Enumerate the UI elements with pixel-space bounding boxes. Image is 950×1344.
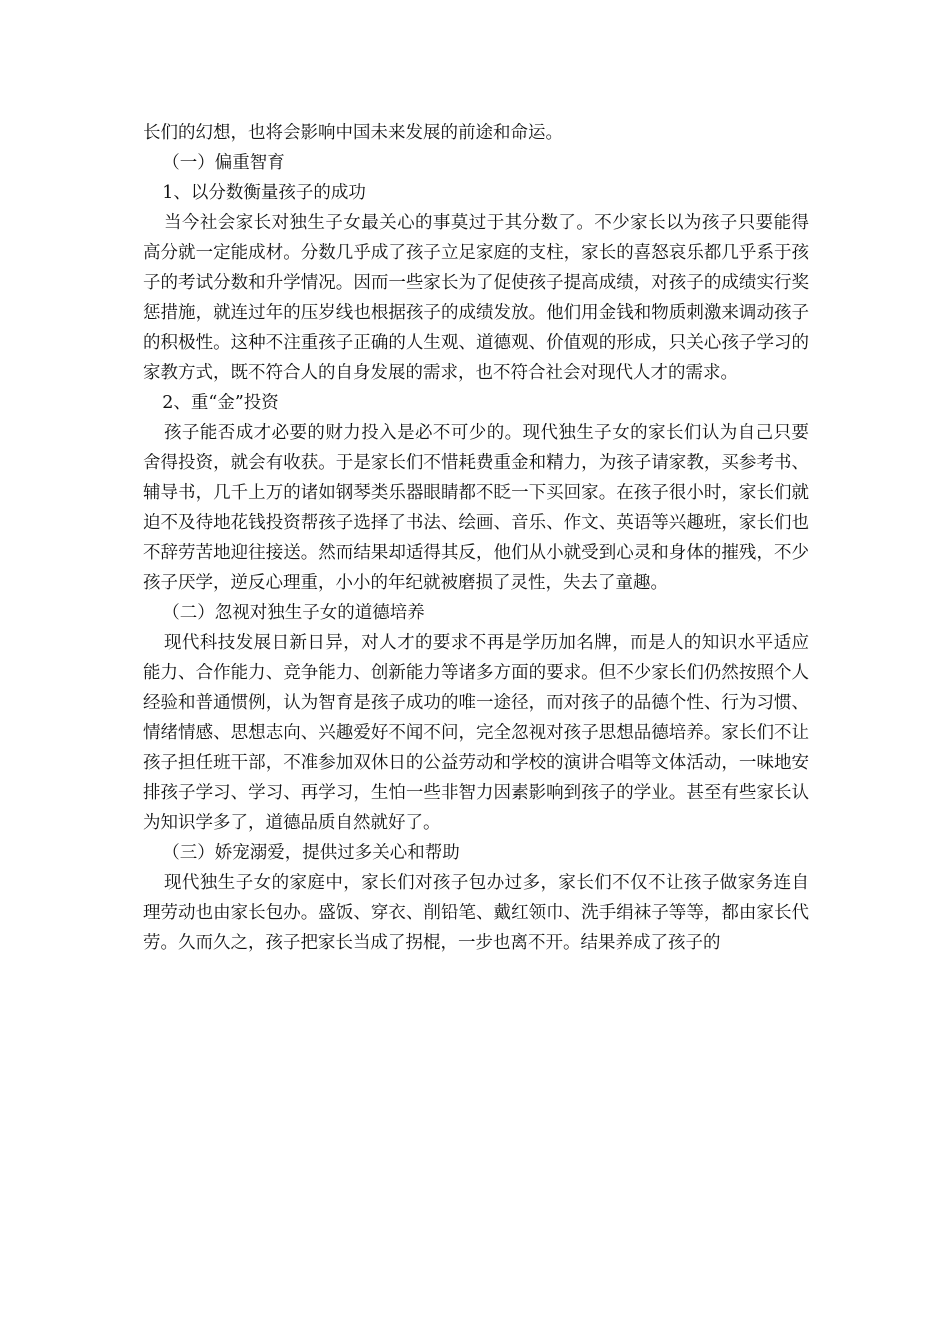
continuation-paragraph: 长们的幻想，也将会影响中国未来发展的前途和命运。 bbox=[143, 123, 563, 143]
document-text-body bbox=[143, 118, 809, 958]
body-paragraph: 现代科技发展日新日异，对人才的要求不再是学历加名牌，而是人的知识水平适应能力、合作能力、竞争能力、创新能力等诸多方面的要求。但不少家长们仍然按照个人经验和普通惯例，认为智育是孩子成功的唯一途径，而对孩子的品德个性、行为习惯、情绪情感、思想志向、兴趣爱好不闻不问，完全忽视对孩子思想品德培养。家长们不让孩子担任班干部，不准参加双休日的公益劳动和学校的演讲合唱等文体活动，一味地安排孩子学习、学习、再学习，生怕一些非智力因素影响到孩子的学业。甚至有些家长认为知识学多了，道德品质自然就好了。 bbox=[143, 633, 809, 833]
section-heading-1: （一）偏重智育 bbox=[162, 153, 285, 173]
section-heading-3: （三）娇宠溺爱，提供过多关心和帮助 bbox=[162, 843, 460, 863]
body-paragraph: 孩子能否成才必要的财力投入是必不可少的。现代独生子女的家长们认为自己只要舍得投资，就会有收获。于是家长们不惜耗费重金和精力，为孩子请家教，买参考书、辅导书，几千上万的诸如钢琴类乐器眼睛都不眨一下买回家。在孩子很小时，家长们就迫不及待地花钱投资帮孩子选择了书法、绘画、音乐、作文、英语等兴趣班，家长们也不辞劳苦地迎往接送。然而结果却适得其反，他们从小就受到心灵和身体的摧残，不少孩子厌学，逆反心理重，小小的年纪就被磨损了灵性，失去了童趣。 bbox=[143, 423, 809, 593]
body-paragraph: 当今社会家长对独生子女最关心的事莫过于其分数了。不少家长以为孩子只要能得高分就一定能成材。分数几乎成了孩子立足家庭的支柱，家长的喜怒哀乐都几乎系于孩子的考试分数和升学情况。因而一些家长为了促使孩子提高成绩，对孩子的成绩实行奖惩措施，就连过年的压岁线也根据孩子的成绩发放。他们用金钱和物质刺激来调动孩子的积极性。这种不注重孩子正确的人生观、道德观、价值观的形成，只关心孩子学习的家教方式，既不符合人的自身发展的需求，也不符合社会对现代人才的需求。 bbox=[143, 213, 809, 383]
body-paragraph: 现代独生子女的家庭中，家长们对孩子包办过多，家长们不仅不让孩子做家务连自理劳动也由家长包办。盛饭、穿衣、削铅笔、戴红领巾、洗手绢袜子等等，都由家长代劳。久而久之，孩子把家长当成了拐棍，一步也离不开。结果养成了孩子的 bbox=[143, 873, 809, 953]
section-heading-2: （二）忽视对独生子女的道德培养 bbox=[162, 603, 425, 623]
subsection-heading-1-2: 2、重“金”投资 bbox=[162, 393, 279, 413]
subsection-heading-1-1: 1、以分数衡量孩子的成功 bbox=[162, 183, 366, 203]
